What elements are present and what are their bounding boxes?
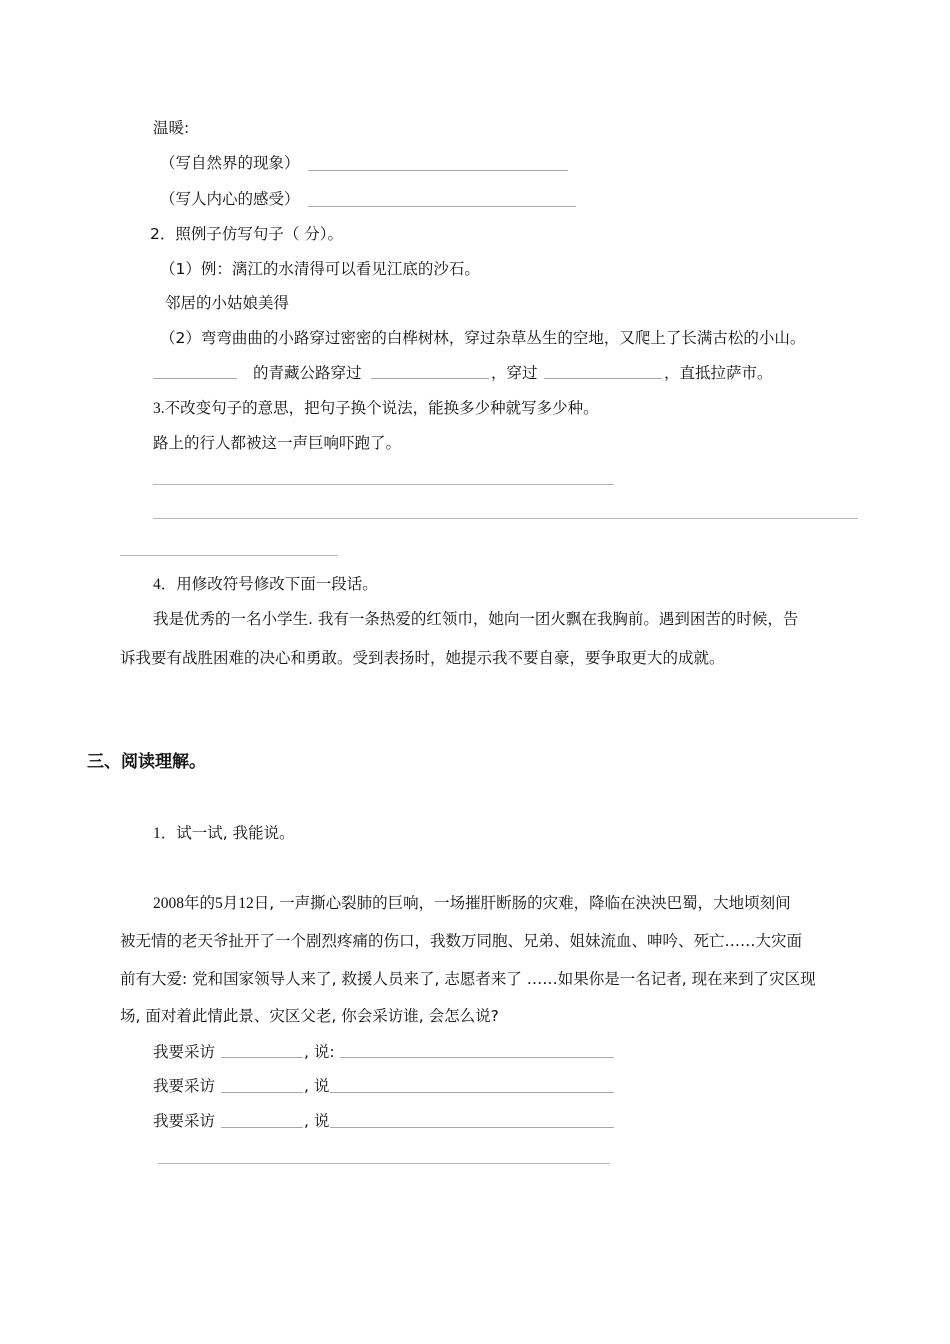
- q3-answer-line-3[interactable]: [120, 555, 338, 556]
- q2-example2-text: 弯弯曲曲的小路穿过密密的白桦树林，穿过杂草丛生的空地，又爬上了长满古松的小山。: [200, 329, 806, 347]
- interview-line-1-say-blank[interactable]: [340, 1057, 614, 1058]
- q2-fill-blank-3[interactable]: [544, 378, 662, 379]
- interview-extra-answer-line[interactable]: [158, 1163, 610, 1164]
- interview-line-1-who-blank[interactable]: [221, 1057, 303, 1058]
- passage-month: 5: [215, 895, 223, 912]
- passage-line4: 场, 面对着此情此景、灾区父老, 你会采访谁, 会怎么说?: [120, 1007, 499, 1025]
- passage-text: 日, 一声撕心裂肺的巨响，一场摧肝断肠的灾难，降临在泱泱巴蜀，大地顷刻间: [253, 894, 791, 912]
- q2-title: 2．照例子仿写句子（ 分）。: [150, 225, 344, 243]
- interview-line-3-middle: , 说: [304, 1112, 330, 1130]
- q3-number: 3.: [153, 400, 165, 417]
- q2-fill-blank-2[interactable]: [371, 378, 489, 379]
- q4-title: 用修改符号修改下面一段话。: [176, 575, 378, 593]
- passage-text: 年的: [184, 894, 216, 912]
- q2-fill-blank-1[interactable]: [153, 378, 237, 379]
- q2-example1-text: 漓江的水清得可以看见江底的沙石。: [231, 260, 480, 278]
- s3-q1-number: 1．: [153, 825, 177, 842]
- interview-line-2-who-blank[interactable]: [221, 1092, 303, 1093]
- q3-answer-line-2[interactable]: [153, 518, 858, 519]
- q2-fill-part3: ，直抵拉萨市。: [664, 364, 773, 382]
- feeling-answer-blank[interactable]: [308, 206, 576, 207]
- s3-q1-title-line: [153, 823, 295, 844]
- passage-day: 12: [238, 895, 254, 912]
- q2-example1-label: （1）例：: [160, 260, 232, 278]
- section3-heading: 三、阅读理解。: [87, 752, 206, 772]
- q4-title-line: [153, 574, 378, 595]
- feeling-prompt: （写人内心的感受）: [160, 190, 300, 208]
- q3-title: 不改变句子的意思，把句子换个说法，能换多少种就写多少种。: [164, 399, 599, 417]
- q2-example2-label: （2）: [160, 329, 201, 347]
- interview-line-3-say-blank[interactable]: [330, 1127, 614, 1128]
- passage-year: 2008: [153, 895, 184, 912]
- q2-fill-part2: ，穿过: [491, 364, 538, 382]
- nature-answer-blank[interactable]: [308, 170, 568, 171]
- q3-answer-line-1[interactable]: [153, 484, 614, 485]
- q4-paragraph-line1: 我是优秀的一名小学生. 我有一条热爱的红领巾，她向一团火飘在我胸前。遇到困苦的时候，告: [153, 610, 799, 628]
- interview-line-3-who-blank[interactable]: [221, 1127, 303, 1128]
- interview-line-3-prefix: 我要采访: [153, 1112, 216, 1130]
- q4-paragraph-line2: 诉我要有战胜困难的决心和勇敢。受到表扬时，她提示我不要自豪，要争取更大的成就。: [120, 649, 725, 667]
- nature-prompt: （写自然界的现象）: [160, 154, 300, 172]
- passage-line2: 被无情的老天爷扯开了一个剧烈疼痛的伤口，我数万同胞、兄弟、姐妹流血、呻吟、死亡……大灾面: [120, 932, 803, 950]
- q3-sentence: 路上的行人都被这一声巨响吓跑了。: [153, 434, 402, 452]
- q2-example1-prompt: 邻居的小姑娘美得: [165, 294, 290, 312]
- passage-line3: 前有大爱: 党和国家领导人来了, 救援人员来了, 志愿者来了 ……如果你是一名记者, 现在来到了灾区现: [120, 970, 816, 988]
- q2-fill-part1: 的青藏公路穿过: [253, 364, 362, 382]
- interview-line-1-prefix: 我要采访: [153, 1043, 216, 1061]
- interview-line-2-prefix: 我要采访: [153, 1077, 216, 1095]
- interview-line-2-say-blank[interactable]: [330, 1092, 614, 1093]
- q2-example1: [160, 259, 480, 279]
- interview-line-1-middle: , 说:: [304, 1043, 335, 1061]
- interview-line-2-middle: , 说: [304, 1077, 330, 1095]
- q4-number: 4．: [153, 576, 177, 593]
- passage-line1: [153, 893, 791, 914]
- passage-text: 月: [222, 894, 239, 912]
- warmth-label: 温暖:: [153, 119, 190, 137]
- s3-q1-title: 试一试, 我能说。: [176, 824, 295, 842]
- q2-example2: [160, 328, 805, 348]
- q3-title-line: [153, 398, 599, 419]
